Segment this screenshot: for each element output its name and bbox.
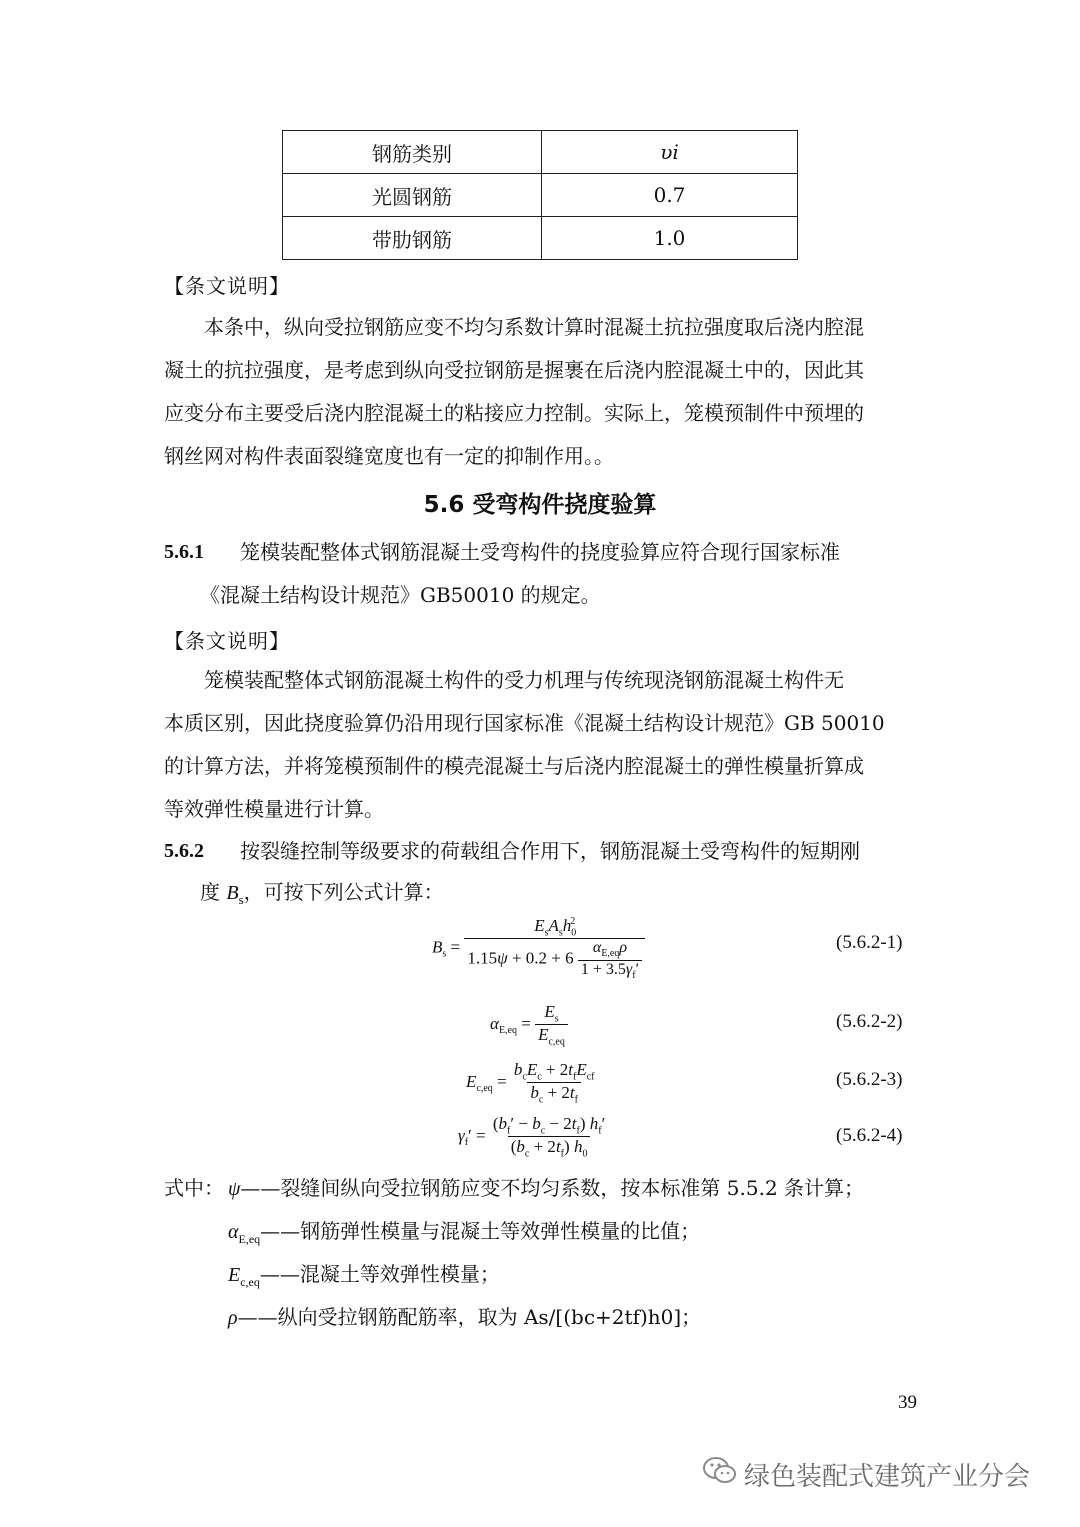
table-header-cell: 钢筋类别 (283, 131, 542, 174)
table-header-row (283, 131, 798, 174)
equation-2: $\alpha_{E,eq}$ = $\frac{E_s}{E_{c,eq}}$ (490, 1002, 568, 1048)
table-cell: 0.7 (542, 174, 798, 217)
equation-number: (5.6.2-3) (836, 1069, 903, 1090)
note-heading: 【条文说明】 (164, 629, 290, 653)
coefficient-table (282, 130, 798, 260)
clause-text: 按裂缝控制等级要求的荷载组合作用下，钢筋混凝土受弯构件的短期刚 (240, 839, 860, 863)
note-paragraph (164, 306, 916, 478)
clause-text: 笼模装配整体式钢筋混凝土受弯构件的挠度验算应符合现行国家标准 (240, 540, 840, 564)
table-row (283, 217, 798, 260)
note-line: 应变分布主要受后浇内腔混凝土的粘接应力控制。实际上，笼模预制件中预埋的 (164, 401, 864, 425)
wechat-icon (702, 1455, 738, 1491)
variable-definition: ρ——纵向受拉钢筋配筋率，取为 As/[(bc+2tf)h0]； (228, 1305, 702, 1329)
note-line: 本条中，纵向受拉钢筋应变不均匀系数计算时混凝土抗拉强度取后浇内腔混 (204, 315, 864, 339)
table-cell: 1.0 (542, 217, 798, 260)
table-row (283, 174, 798, 217)
equation-1: $B_s$ = $E_sA_sh_0^2$ 1.15ψ + 0.2 + 6 $\frac{\alpha_{E,eq}\rho}{1 + 3.5\gamma_f'}$ (432, 916, 645, 981)
equation-number: (5.6.2-2) (836, 1011, 903, 1032)
equation-3: $E_{c,eq}$ = $\frac{b_cE_c + 2t_fE_{cf}}{b_c + 2t_f}$ (466, 1060, 595, 1106)
table-cell: 带肋钢筋 (283, 217, 542, 260)
note-line: 凝土的抗拉强度，是考虑到纵向受拉钢筋是握裹在后浇内腔混凝土中的，因此其 (164, 358, 864, 382)
note-line: 钢丝网对构件表面裂缝宽度也有一定的抑制作用。。 (164, 444, 614, 468)
equation-number: (5.6.2-1) (836, 932, 903, 953)
watermark-text: 绿色装配式建筑产业分会 (744, 1462, 1031, 1492)
clause-text: 《混凝土结构设计规范》GB50010 的规定。 (200, 583, 601, 607)
note-line: 本质区别，因此挠度验算仍沿用现行国家标准《混凝土结构设计规范》GB 50010 (164, 711, 885, 735)
variable-definition: $E_{c,eq}——$混凝土等效弹性模量； (228, 1262, 500, 1289)
variable-definition: ψ——裂缝间纵向受拉钢筋应变不均匀系数，按本标准第 5.5.2 条计算； (228, 1176, 865, 1200)
where-label: 式中： (164, 1176, 224, 1200)
equation-4: $\gamma_f'$ = $\frac{(b_f' - b_c - 2t_f) h_f'}{(b_c + 2t_f) h_0}$ (458, 1114, 606, 1160)
note-line: 的计算方法，并将笼模预制件的模壳混凝土与后浇内腔混凝土的弹性模量折算成 (164, 754, 864, 778)
table-cell: 光圆钢筋 (283, 174, 542, 217)
page-number: 39 (898, 1392, 917, 1413)
clause-text: 度 $B_s$，可按下列公式计算： (200, 880, 444, 907)
equation-number: (5.6.2-4) (836, 1125, 903, 1146)
note-line: 笼模装配整体式钢筋混凝土构件的受力机理与传统现浇钢筋混凝土构件无 (204, 668, 844, 692)
note-heading: 【条文说明】 (164, 274, 290, 298)
clause-number: 5.6.2 (164, 840, 204, 862)
section-title: 5.6 受弯构件挠度验算 (423, 492, 657, 518)
note-paragraph (164, 659, 916, 831)
clause-number: 5.6.1 (164, 541, 204, 563)
variable-definition: $\alpha_{E,eq}——$钢筋弹性模量与混凝土等效弹性模量的比值； (228, 1219, 701, 1246)
table-header-cell: υi (542, 131, 798, 174)
note-line: 等效弹性模量进行计算。 (164, 797, 384, 821)
